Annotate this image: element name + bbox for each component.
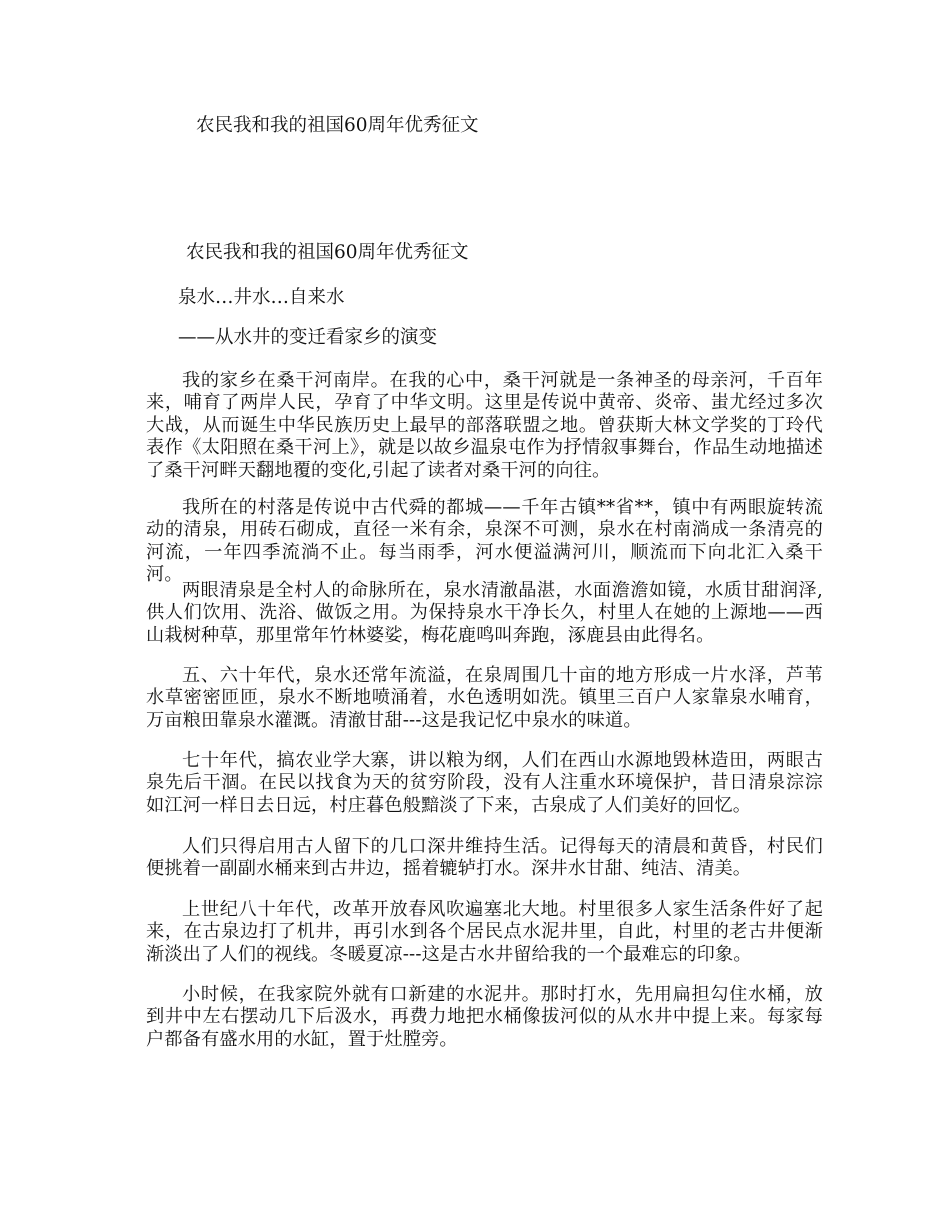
document-title: 农民我和我的祖国60周年优秀征文 [196, 115, 479, 136]
paragraph: 七十年代，搞农业学大寨，讲以粮为纲，人们在西山水源地毁林造田，两眼古泉先后干涸。在民以找食为天的贫穷阶段，没有人注重水环境保护，昔日清泉淙淙如江河一样日去日远，村庄暮色般黯淡了下来，古泉成了人们美好的回忆。 [146, 750, 823, 816]
article-tagline: ——从水井的变迁看家乡的演变 [178, 327, 438, 348]
paragraph: 人们只得启用古人留下的几口深井维持生活。记得每天的清晨和黄昏，村民们便挑着一副副水桶来到古井边，摇着辘轳打水。深井水甘甜、纯洁、清美。 [146, 836, 823, 880]
paragraph: 小时候，在我家院外就有口新建的水泥井。那时打水，先用扁担勾住水桶，放到井中左右摆动几下后汲水，再费力地把水桶像拔河似的从水井中提上来。每家每户都备有盛水用的水缸，置于灶膛旁。 [146, 984, 823, 1050]
paragraph: 上世纪八十年代，改革开放春风吹遍塞北大地。村里很多人家生活条件好了起来，在古泉边打了机井，再引水到各个居民点水泥井里，自此，村里的老古井便渐渐淡出了人们的视线。冬暖夏凉---这是古水井留给我的一个最难忘的印象。 [146, 899, 823, 965]
article-title: 农民我和我的祖国60周年优秀征文 [186, 242, 469, 263]
paragraph: 两眼清泉是全村人的命脉所在，泉水清澈晶湛，水面澹澹如镜，水质甘甜润泽,供人们饮用、洗浴、做饭之用。为保持泉水干净长久，村里人在她的上源地——西山栽树种草，那里常年竹林婆娑，梅花鹿鸣叫奔跑，涿鹿县由此得名。 [146, 580, 823, 646]
paragraph: 我的家乡在桑干河南岸。在我的心中，桑干河就是一条神圣的母亲河，千百年来，哺育了两岸人民，孕育了中华文明。这里是传说中黄帝、炎帝、蚩尤经过多次大战，从而诞生中华民族历史上最早的部落联盟之地。曾获斯大林文学奖的丁玲代表作《太阳照在桑干河上》，就是以故乡温泉屯作为抒情叙事舞台，作品生动地描述了桑干河畔天翻地覆的变化,引起了读者对桑干河的向往。 [146, 370, 823, 481]
article-subtitle: 泉水…井水…自来水 [178, 287, 345, 308]
paragraph: 我所在的村落是传说中古代舜的都城——千年古镇**省**，镇中有两眼旋转流动的清泉，用砖石砌成，直径一米有余，泉深不可测，泉水在村南淌成一条清亮的河流，一年四季流淌不止。每当雨季，河水便溢满河川，顺流而下向北汇入桑干河。 [146, 497, 823, 586]
paragraph: 五、六十年代，泉水还常年流溢，在泉周围几十亩的地方形成一片水泽，芦苇水草密密匝匝，泉水不断地喷涌着，水色透明如洗。镇里三百户人家靠泉水哺育，万亩粮田靠泉水灌溉。清澈甘甜---这是我记忆中泉水的味道。 [146, 665, 823, 731]
